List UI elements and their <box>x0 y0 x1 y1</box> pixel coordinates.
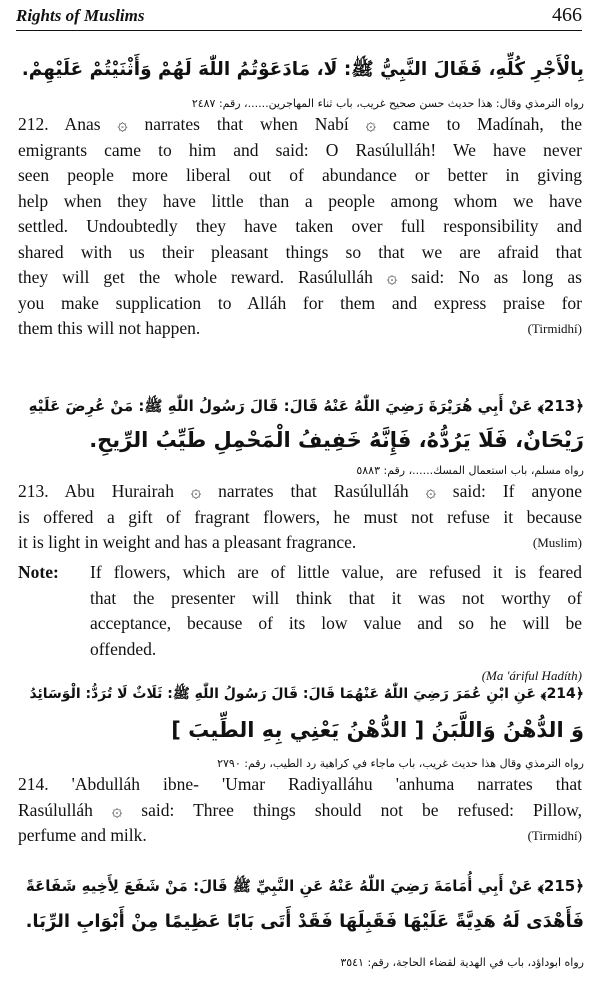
text-line: 212. Anas ۞ narrates that when Nabí ۞ came to Madínah, the <box>18 114 582 134</box>
text-line: 214. 'Abdulláh ibne- 'Umar Radiyalláhu 'anhuma narrates that <box>18 774 582 794</box>
text-line-content: it is light in weight and has a pleasant fragrance. <box>18 532 357 552</box>
paragraph-213 <box>18 479 582 556</box>
text-line: that the presenter will think that it was not worthy of <box>90 587 582 608</box>
text-line-content: them this will not happen. <box>18 318 201 338</box>
text-line: offended. <box>90 638 157 659</box>
text-line <box>18 530 582 556</box>
paragraph-214 <box>18 772 582 849</box>
text-line: is offered a gift of fragrant flowers, he must not refuse it because <box>18 506 582 527</box>
arabic-hadith-214-line2: وَ الدُّهْنُ وَاللَّبَنُ [ الدُّهْنُ يَعْنِي بِهِ الطِّيبَ ] <box>171 718 584 742</box>
arabic-hadith-213-line1: ﴿213﴾ عَنْ أَبِي هُرَيْرَةَ رَضِيَ اللّٰهُ عَنْهُ قَالَ: قَالَ رَسُولُ اللّٰهِ ﷺ: مَنْ عُرِضَ عَلَيْهِ <box>28 397 584 415</box>
running-title: Rights of Muslims <box>16 6 145 25</box>
text-line <box>18 823 582 849</box>
text-line <box>18 316 582 342</box>
source-citation: (Tirmidhí) <box>527 321 582 336</box>
page-number: 466 <box>552 4 582 26</box>
arabic-reference-211: رواه الترمذي وقال: هذا حديث حسن صحيح غريب، باب ثناء المهاجرين......، رقم: ٢٤٨٧ <box>191 97 584 110</box>
text-line: emigrants came to him and said: O Rasúlulláh! We have never <box>18 139 582 160</box>
arabic-text-211-end: بِالْأَجْرِ كُلِّهِ، فَقَالَ النَّبِيُّ ﷺ: لَا، مَادَعَوْتُمُ اللّٰهَ لَهُمْ وَأَثْنَيْتُمْ عَلَيْهِمْ. <box>21 59 584 80</box>
text-line: acceptance, because of its low value and so he will be <box>90 613 582 633</box>
text-line: they will get the whole reward. Rasúlulláh ۞ said: No as long as <box>18 267 582 287</box>
arabic-hadith-215-line2: فَأَهْدَى لَهُ هَدِيَّةً عَلَيْهَا فَقَبِلَهَا فَقَدْ أَتَى بَابًا عَظِيمًا مِنْ أَبْوَابِ الرِّبَا. <box>25 911 584 932</box>
arabic-hadith-214-line1: ﴿214﴾ عَنِ ابْنِ عُمَرَ رَضِيَ اللّٰهُ عَنْهُمَا قَالَ: قَالَ رَسُولُ اللّٰهِ ﷺ: ثَلَاثٌ لَا تُرَدُّ: الْوَسَائِدُ <box>29 686 584 702</box>
arabic-hadith-215-line1: ﴿215﴾ عَنْ أَبِي أُمَامَةَ رَضِيَ اللّٰهُ عَنْهُ عَنِ النَّبِيِّ ﷺ قَالَ: مَنْ شَفَعَ لِأَخِيهِ شَفَاعَةً <box>25 877 584 895</box>
note-label: Note: <box>18 562 59 582</box>
page-header <box>16 4 582 31</box>
text-line-content: perfume and milk. <box>18 825 147 845</box>
text-line: 213. Abu Hurairah ۞ narrates that Rasúlulláh ۞ said: If anyone <box>18 481 582 501</box>
text-line: seen people more liberal out of abundance or better in giving <box>18 165 582 185</box>
text-line: If flowers, which are of little value, are refused it is feared <box>90 562 582 582</box>
arabic-reference-214: رواه الترمذي وقال هذا حديث غريب، باب ماجاء في كراهية رد الطيب، رقم: ٢٧٩٠ <box>217 757 584 770</box>
paragraph-212 <box>18 112 582 342</box>
text-line: Rasúlulláh ۞ said: Three things should not be refused: Pillow, <box>18 799 582 820</box>
arabic-hadith-213-line2: رَيْحَانٌ، فَلَا يَرُدُّهُ، فَإِنَّهُ خَفِيفُ الْمَحْمِلِ طَيِّبُ الرِّيحِ. <box>89 428 584 452</box>
text-line: shared with us their pleasant things so that we are afraid that <box>18 241 582 262</box>
note-body <box>90 560 582 662</box>
arabic-reference-213: رواه مسلم، باب استعمال المسك......، رقم: ٥٨٨٣ <box>356 464 584 477</box>
arabic-reference-215: رواه ابوداؤد، باب في الهدية لقضاء الحاجة، رقم: ٣٥٤١ <box>340 956 584 969</box>
text-line: help when they have little than a people among whom we have <box>18 190 582 211</box>
source-citation: (Tirmidhí) <box>527 828 582 843</box>
text-line: settled. Undoubtedly they have taken over full responsibility and <box>18 216 582 236</box>
source-citation: (Ma 'áriful Hadíth) <box>481 668 582 683</box>
text-line: you make supplication to Alláh for them and express praise for <box>18 292 582 313</box>
source-citation: (Muslim) <box>532 535 582 550</box>
